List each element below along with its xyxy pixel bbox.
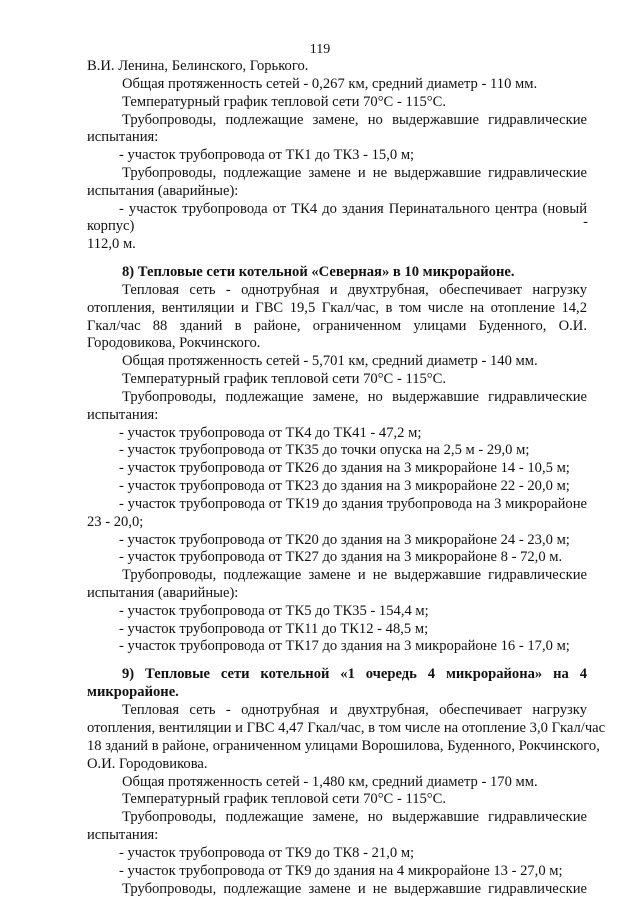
- text-line: корпус): [87, 218, 135, 234]
- text-line: отопления, вентиляции и ГВС 19,5 Гкал/час, в том числе на отопление 14,2: [87, 300, 587, 316]
- text-line: - участок трубопровода от ТК19 до здания трубопровода на 3 микрорайоне: [119, 496, 587, 512]
- text-line: отопления, вентиляции и ГВС 4,47 Гкал/час, в том числе на отопление 3,0 Гкал/час: [87, 720, 606, 736]
- text-line: Тепловая сеть - однотрубная и двухтрубная, обеспечивает нагрузку: [122, 702, 587, 718]
- text-line: - участок трубопровода от ТК11 до ТК12 - 48,5 м;: [119, 621, 429, 637]
- text-line: Трубопроводы, подлежащие замене и не выдержавшие гидравлические: [122, 881, 587, 897]
- text-line: - участок трубопровода от ТК35 до точки опуска на 2,5 м - 29,0 м;: [119, 442, 530, 458]
- text-line: - участок трубопровода от ТК27 до здания на 3 микрорайоне 8 - 72,0 м.: [119, 549, 563, 565]
- text-line: Трубопроводы, подлежащие замене и не выдержавшие гидравлические: [122, 165, 587, 181]
- page-number: 119: [309, 42, 331, 57]
- text-line: 8) Тепловые сети котельной «Северная» в 10 микрорайоне.: [122, 264, 515, 280]
- stray-dash: -: [583, 214, 588, 230]
- text-line: Температурный график тепловой сети 70°С - 115°С.: [122, 791, 447, 807]
- text-line: В.И. Ленина, Белинского, Горького.: [87, 58, 309, 74]
- text-line: 9) Тепловые сети котельной «1 очередь 4 микрорайона» на 4: [122, 666, 587, 682]
- text-line: 112,0 м.: [87, 236, 136, 252]
- text-line: Трубопроводы, подлежащие замене, но выдержавшие гидравлические: [122, 389, 587, 405]
- text-line: - участок трубопровода от ТК17 до здания на 3 микрорайоне 16 - 17,0 м;: [119, 638, 570, 654]
- text-line: Общая протяженность сетей - 5,701 км, средний диаметр - 140 мм.: [122, 353, 538, 369]
- text-line: Общая протяженность сетей - 1,480 км, средний диаметр - 170 мм.: [122, 774, 538, 790]
- text-line: - участок трубопровода от ТК9 до ТК8 - 21,0 м;: [119, 845, 415, 861]
- text-line: Городовикова, Рокчинского.: [87, 335, 261, 351]
- text-line: О.И. Городовикова.: [87, 756, 208, 772]
- text-line: Трубопроводы, подлежащие замене, но выдержавшие гидравлические: [122, 809, 587, 825]
- text-line: испытания:: [87, 827, 159, 843]
- text-line: Гкал/час 88 зданий в районе, ограниченном улицами Буденного, О.И.: [87, 318, 587, 334]
- text-line: Температурный график тепловой сети 70°С - 115°С.: [122, 371, 447, 387]
- text-line: - участок трубопровода от ТК23 до здания на 3 микрорайоне 22 - 20,0 м;: [119, 478, 570, 494]
- text-line: - участок трубопровода от ТК1 до ТК3 - 15,0 м;: [119, 147, 415, 163]
- text-line: - участок трубопровода от ТК4 до ТК41 - 47,2 м;: [119, 425, 422, 441]
- text-line: испытания:: [87, 129, 159, 145]
- text-line: Температурный график тепловой сети 70°С - 115°С.: [122, 94, 447, 110]
- text-line: Трубопроводы, подлежащие замене и не выдержавшие гидравлические: [122, 567, 587, 583]
- text-line: - участок трубопровода от ТК20 до здания на 3 микрорайоне 24 - 23,0 м;: [119, 532, 570, 548]
- text-line: - участок трубопровода от ТК9 до здания на 4 микрорайоне 13 - 27,0 м;: [119, 863, 563, 879]
- text-line: - участок трубопровода от ТК4 до здания Перинатального центра (новый: [119, 201, 587, 217]
- text-line: - участок трубопровода от ТК5 до ТК35 - 154,4 м;: [119, 603, 429, 619]
- text-line: 18 зданий в районе, ограниченном улицами Ворошилова, Буденного, Рокчинского,: [87, 738, 600, 754]
- text-line: микрорайоне.: [87, 684, 179, 700]
- text-line: Общая протяженность сетей - 0,267 км, средний диаметр - 110 мм.: [122, 76, 538, 92]
- text-line: - участок трубопровода от ТК26 до здания на 3 микрорайоне 14 - 10,5 м;: [119, 460, 570, 476]
- text-line: 23 - 20,0;: [87, 514, 144, 530]
- text-line: испытания:: [87, 407, 159, 423]
- text-line: Тепловая сеть - однотрубная и двухтрубная, обеспечивает нагрузку: [122, 282, 587, 298]
- text-line: Трубопроводы, подлежащие замене, но выдержавшие гидравлические: [122, 112, 587, 128]
- text-line: испытания (аварийные):: [87, 585, 239, 601]
- text-line: испытания (аварийные):: [87, 183, 239, 199]
